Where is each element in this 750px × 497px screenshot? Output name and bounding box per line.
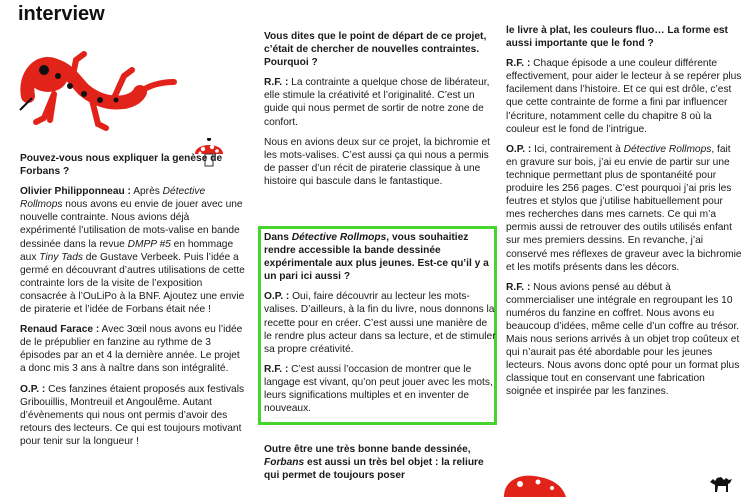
answer-philipponneau: Olivier Philipponneau : Après Détective Rollmops nous avons eu envie de jouer avec une nouvelle contrainte. Nous avions déjà expérimenté l’utilisation de mots-valise en bande dessinée dans la revue DMPP #5 en hommage aux Tiny Tads de Gustave Verbeek. Puis l’idée a germé en découvrant d’autres utilisations de cette contrainte lors de la visite de l’exposition consacrée à l’OuLiPo à la BNF. Ajoutez une envie de piraterie et l’idée de Forbans était née ! bbox=[20, 186, 245, 316]
answer-rf-constraint: R.F. : La contrainte a quelque chose de libérateur, elle stimule la créativité et l’originalité. C’est un guide qui nous permet de sortir de notre zone de confort. bbox=[264, 77, 490, 128]
salamander-illustration bbox=[14, 36, 194, 146]
answer-op-fanzines: O.P. : Ces fanzines étaient proposés aux festivals Gribouillis, Montreuil et Angoulême. Autant d’évènements qui nous ont permis d’avoir des retours des lecteurs. Ce qui est toujours motivant pour tenir sur la longueur ! bbox=[20, 383, 245, 447]
answer-op-mots-valises: O.P. : Oui, faire découvrir au lecteur les mots-valises. D’ailleurs, à la fin du livre, nous donnons la recette pour en créer. C’est aussi une manière de le rendre plus acteur dans sa lecture, et de stimuler sa propre créativité. bbox=[264, 291, 496, 355]
page-title: interview bbox=[18, 3, 105, 25]
camel-logo-icon bbox=[708, 474, 734, 494]
paragraph-bichromie: Nous en avions deux sur ce projet, la bichromie et les mots-valises. C’est aussi ça qui nous a permis de passer d’un récit de piraterie classique à une histoire qui bascule dans le fantastique. bbox=[264, 136, 490, 187]
column-right bbox=[506, 24, 742, 406]
answer-rf-couleur: R.F. : Chaque épisode a une couleur différente effectivement, pour aider le lecteur à se repérer plus facilement dans l’histoire. Et ce qui est drôle, c’est que cette contrainte de forme a fini par influencer l’écriture, notamment celle du chapitre 8 où la couleur est le fond de l’intrigue. bbox=[506, 58, 742, 135]
red-creature-illustration bbox=[500, 470, 570, 497]
question-rollmops: Dans Détective Rollmops, vous souhaitiez rendre accessible la bande dessinée expérimentale aux plus jeunes. Est-ce qu’il y a un pari ici aussi ? bbox=[264, 232, 489, 283]
highlighted-section bbox=[264, 231, 496, 422]
answer-rf-langage: R.F. : C’est aussi l’occasion de montrer que le langage est vivant, qu’on peut jouer avec les mots, leurs significations multiples et en inventer de nouveaux. bbox=[264, 363, 493, 415]
answer-farace: Renaud Farace : Avec 3œil nous avons eu l’idée de le prépublier en fanzine au rythme de 3 épisodes par an et 4 la dernière année. Le projet a donc mis 3 ans à naître dans son intégralité. bbox=[20, 324, 243, 375]
question-forme-start: Outre être une très bonne bande dessinée, Forbans est aussi un très bel objet : la reliure qui permet de toujours poser bbox=[264, 444, 484, 482]
column-middle bbox=[264, 30, 500, 195]
question-genesis: Pouvez-vous nous expliquer la genèse de Forbans ? bbox=[20, 153, 223, 178]
answer-op-technique: O.P. : Ici, contrairement à Détective Rollmops, fait en gravure sur bois, j’ai eu envie de partir sur une technique permettant plus de spontanéité pour produire les 256 pages. C’est pourquoi j’ai pris les feutres et stylos que j’utilise habituellement pour mes recherches dans mes carnets. Ce qui m’a permis aussi de retrouver des outils utilisés enfant sur mes premiers dessins. En revanche, j’ai conservé mes réflexes de graveur avec la bichromie et les motifs présents dans les décors. bbox=[506, 143, 742, 273]
answer-rf-integrale: R.F. : Nous avions pensé au début à commercialiser une intégrale en regroupant les 10 numéros du fanzine en coffret. Nous avons eu beaucoup d’idées, même celle d’un coffre au trésor. Mais nous serions arrivés à un objet trop coûteux et qui n’aurait pas été abordable pour les jeunes lecteurs. Nous avons donc opté pour un format plus classique tout en conservant une fabrication soignée et inspirée par les fanzines. bbox=[506, 281, 740, 398]
question-constraints: Vous dites que le point de départ de ce projet, c’était de chercher de nouvelles contraintes. Pourquoi ? bbox=[264, 31, 487, 69]
question-forme: le livre à plat, les couleurs fluo… La forme est aussi importante que le fond ? bbox=[506, 25, 728, 50]
column-left bbox=[20, 152, 248, 455]
